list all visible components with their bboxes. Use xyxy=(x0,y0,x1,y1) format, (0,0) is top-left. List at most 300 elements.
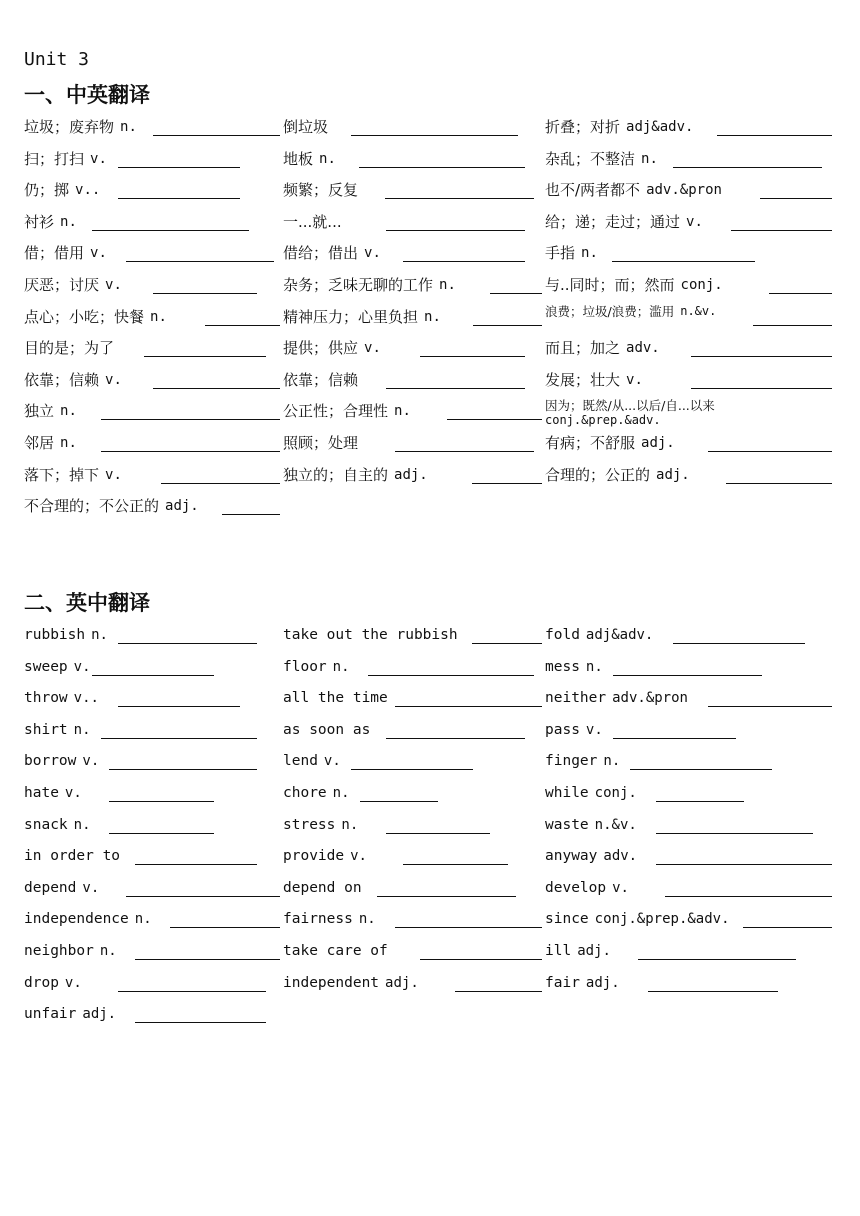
zh-en-row xyxy=(0,304,860,336)
section-heading-en-zh: 二、英中翻译 xyxy=(24,591,150,615)
en-zh-part-of-speech: v.. xyxy=(73,690,99,707)
en-zh-term: anyway xyxy=(545,848,598,865)
en-zh-entry xyxy=(283,906,543,934)
zh-en-answer-blank[interactable] xyxy=(447,419,542,420)
en-zh-part-of-speech: adv. xyxy=(603,848,638,865)
zh-en-answer-blank[interactable] xyxy=(153,293,257,294)
zh-en-part-of-speech: adj. xyxy=(656,466,690,483)
en-zh-term: sweep xyxy=(24,658,68,675)
en-zh-row xyxy=(0,970,860,1002)
en-zh-term: fairness xyxy=(283,911,353,928)
en-zh-part-of-speech: v. xyxy=(82,753,100,770)
en-zh-answer-blank[interactable] xyxy=(118,643,257,644)
zh-en-part-of-speech: adv. xyxy=(626,340,660,357)
en-zh-part-of-speech: n.&v. xyxy=(594,816,637,833)
zh-en-entry xyxy=(24,335,282,363)
zh-en-answer-blank[interactable] xyxy=(359,167,525,168)
en-zh-part-of-speech: n. xyxy=(585,658,603,675)
zh-en-part-of-speech: adj. xyxy=(641,434,675,451)
zh-en-entry xyxy=(24,430,282,458)
en-zh-part-of-speech: v. xyxy=(64,974,82,991)
en-zh-term: fair xyxy=(545,974,580,991)
en-zh-part-of-speech: n. xyxy=(341,816,359,833)
en-zh-term: neighbor xyxy=(24,942,94,959)
en-zh-entry xyxy=(545,970,835,998)
en-zh-entry xyxy=(24,938,282,966)
zh-en-part-of-speech: v. xyxy=(105,371,122,388)
zh-en-answer-blank[interactable] xyxy=(769,293,832,294)
en-zh-part-of-speech: n. xyxy=(603,753,621,770)
en-zh-part-of-speech: v. xyxy=(64,784,82,801)
en-zh-entry xyxy=(545,906,835,934)
en-zh-answer-blank[interactable] xyxy=(109,801,214,802)
zh-en-entry xyxy=(545,272,835,300)
en-zh-entry xyxy=(545,812,835,840)
en-zh-part-of-speech: n. xyxy=(134,911,152,928)
zh-en-answer-blank[interactable] xyxy=(708,451,832,452)
en-zh-answer-blank[interactable] xyxy=(613,675,762,676)
en-zh-term: take care of xyxy=(283,942,388,959)
en-zh-answer-blank[interactable] xyxy=(386,738,525,739)
zh-en-answer-blank[interactable] xyxy=(473,325,542,326)
en-zh-entry xyxy=(24,685,282,713)
zh-en-answer-blank[interactable] xyxy=(731,230,832,231)
zh-en-row xyxy=(0,177,860,209)
section-zh-en xyxy=(0,114,860,525)
zh-en-part-of-speech: v. xyxy=(105,466,122,483)
zh-en-part-of-speech: n. xyxy=(120,119,137,135)
zh-en-answer-blank[interactable] xyxy=(760,198,832,199)
zh-en-term: 发展；壮大 xyxy=(545,370,621,389)
en-zh-row xyxy=(0,717,860,749)
en-zh-part-of-speech: adv.&pron xyxy=(612,690,688,707)
zh-en-entry xyxy=(24,177,282,205)
en-zh-part-of-speech: n. xyxy=(358,911,376,928)
zh-en-term: 点心；小吃；快餐 xyxy=(24,307,145,326)
en-zh-row xyxy=(0,780,860,812)
en-zh-term: depend xyxy=(24,879,77,896)
en-zh-part-of-speech: v. xyxy=(585,721,603,738)
en-zh-part-of-speech: n. xyxy=(73,816,91,833)
en-zh-answer-blank[interactable] xyxy=(638,959,796,960)
zh-en-term: 独立 xyxy=(24,402,55,421)
zh-en-entry xyxy=(24,146,282,174)
en-zh-part-of-speech: adj. xyxy=(577,942,611,959)
en-zh-part-of-speech: v. xyxy=(612,879,629,896)
zh-en-answer-blank[interactable] xyxy=(153,135,280,136)
zh-en-entry xyxy=(24,240,282,268)
zh-en-answer-blank[interactable] xyxy=(612,261,755,262)
en-zh-entry xyxy=(24,812,282,840)
zh-en-term: 频繁；反复 xyxy=(283,181,359,200)
zh-en-row xyxy=(0,240,860,272)
zh-en-term: 杂乱；不整洁 xyxy=(545,149,636,168)
zh-en-row xyxy=(0,335,860,367)
en-zh-answer-blank[interactable] xyxy=(126,896,280,897)
zh-en-answer-blank[interactable] xyxy=(101,419,280,420)
zh-en-answer-blank[interactable] xyxy=(691,388,832,389)
zh-en-term: 与..同时；而；然而 xyxy=(545,275,675,294)
en-zh-entry xyxy=(283,780,543,808)
en-zh-answer-blank[interactable] xyxy=(170,927,280,928)
zh-en-answer-blank[interactable] xyxy=(386,230,525,231)
zh-en-term: 浪费；垃圾/浪费；滥用 xyxy=(545,303,675,319)
en-zh-answer-blank[interactable] xyxy=(109,769,257,770)
en-zh-entry xyxy=(545,843,835,871)
zh-en-entry xyxy=(283,240,543,268)
zh-en-part-of-speech: adj&adv. xyxy=(626,119,694,135)
en-zh-term: borrow xyxy=(24,753,77,770)
zh-en-term: 精神压力；心里负担 xyxy=(283,307,419,326)
zh-en-part-of-speech: v.. xyxy=(75,182,101,199)
zh-en-entry xyxy=(24,114,282,142)
en-zh-term: hate xyxy=(24,784,59,801)
zh-en-term: 一...就... xyxy=(283,212,342,231)
en-zh-answer-blank[interactable] xyxy=(368,675,534,676)
zh-en-answer-blank[interactable] xyxy=(420,356,525,357)
zh-en-part-of-speech: v. xyxy=(364,340,381,357)
zh-en-term: 垃圾；废弃物 xyxy=(24,118,115,136)
zh-en-entry xyxy=(24,493,282,521)
zh-en-row xyxy=(0,114,860,146)
en-zh-answer-blank[interactable] xyxy=(377,896,516,897)
en-zh-answer-blank[interactable] xyxy=(351,769,473,770)
en-zh-part-of-speech: v. xyxy=(323,753,341,770)
zh-en-term: 借；借用 xyxy=(24,244,85,263)
zh-en-answer-blank[interactable] xyxy=(385,198,534,199)
zh-en-term: 地板 xyxy=(283,149,314,168)
zh-en-part-of-speech: n. xyxy=(394,403,411,420)
zh-en-part-of-speech: n. xyxy=(641,150,658,167)
zh-en-entry xyxy=(283,304,543,332)
en-zh-term: floor xyxy=(283,658,327,675)
zh-en-entry xyxy=(283,398,543,426)
zh-en-part-of-speech: v. xyxy=(90,245,107,262)
zh-en-entry xyxy=(545,304,835,332)
en-zh-term: provide xyxy=(283,848,345,865)
zh-en-answer-blank[interactable] xyxy=(673,167,822,168)
en-zh-row xyxy=(0,812,860,844)
en-zh-entry xyxy=(283,717,543,745)
zh-en-answer-blank[interactable] xyxy=(101,451,280,452)
en-zh-part-of-speech: adj. xyxy=(585,974,620,991)
en-zh-entry xyxy=(283,938,543,966)
zh-en-entry xyxy=(545,398,835,426)
zh-en-answer-blank[interactable] xyxy=(351,135,518,136)
zh-en-row xyxy=(0,367,860,399)
en-zh-part-of-speech: conj.&prep.&adv. xyxy=(594,911,730,928)
zh-en-answer-blank[interactable] xyxy=(490,293,542,294)
zh-en-term: 提供；供应 xyxy=(283,339,359,358)
en-zh-part-of-speech: v. xyxy=(82,879,100,896)
en-zh-entry xyxy=(545,717,835,745)
en-zh-answer-blank[interactable] xyxy=(648,991,778,992)
zh-en-entry xyxy=(545,430,835,458)
en-zh-answer-blank[interactable] xyxy=(135,959,280,960)
en-zh-answer-blank[interactable] xyxy=(455,991,542,992)
en-zh-term: waste xyxy=(545,816,589,833)
section-en-zh xyxy=(0,622,860,1033)
en-zh-term: independence xyxy=(24,911,129,928)
en-zh-entry xyxy=(24,717,282,745)
zh-en-term: 手指 xyxy=(545,244,576,263)
en-zh-row xyxy=(0,1001,860,1033)
en-zh-answer-blank[interactable] xyxy=(420,959,542,960)
en-zh-entry xyxy=(24,748,282,776)
zh-en-term: 借给；借出 xyxy=(283,244,359,263)
en-zh-row xyxy=(0,906,860,938)
en-zh-term: as soon as xyxy=(283,721,371,738)
en-zh-entry xyxy=(24,843,282,871)
en-zh-term: chore xyxy=(283,784,327,801)
zh-en-term: 也不/两者都不 xyxy=(545,181,641,200)
zh-en-entry xyxy=(283,462,543,490)
en-zh-answer-blank[interactable] xyxy=(665,896,832,897)
en-zh-row xyxy=(0,748,860,780)
zh-en-answer-blank[interactable] xyxy=(691,356,832,357)
zh-en-part-of-speech: adv.&pron xyxy=(646,182,722,199)
zh-en-answer-blank[interactable] xyxy=(205,325,280,326)
en-zh-answer-blank[interactable] xyxy=(673,643,805,644)
en-zh-answer-blank[interactable] xyxy=(630,769,772,770)
zh-en-part-of-speech: n. xyxy=(60,434,77,451)
zh-en-answer-blank[interactable] xyxy=(472,483,542,484)
en-zh-term: rubbish xyxy=(24,627,86,643)
en-zh-term: lend xyxy=(283,753,318,770)
zh-en-term: 公正性；合理性 xyxy=(283,402,389,421)
zh-en-row xyxy=(0,398,860,430)
en-zh-part-of-speech: n. xyxy=(73,721,91,738)
en-zh-term: shirt xyxy=(24,721,68,738)
zh-en-row xyxy=(0,493,860,525)
zh-en-part-of-speech: n. xyxy=(439,276,456,293)
en-zh-entry xyxy=(24,622,282,650)
zh-en-part-of-speech: v. xyxy=(364,245,381,262)
en-zh-row xyxy=(0,843,860,875)
en-zh-answer-blank[interactable] xyxy=(135,1022,266,1023)
en-zh-entry xyxy=(545,938,835,966)
zh-en-entry xyxy=(545,146,835,174)
zh-en-term: 目的是；为了 xyxy=(24,339,115,358)
en-zh-answer-blank[interactable] xyxy=(135,864,257,865)
zh-en-term: 有病；不舒服 xyxy=(545,433,636,452)
en-zh-entry xyxy=(24,654,282,682)
zh-en-row xyxy=(0,430,860,462)
en-zh-entry xyxy=(545,622,835,650)
en-zh-part-of-speech: v. xyxy=(73,658,91,675)
en-zh-entry xyxy=(545,875,835,903)
zh-en-part-of-speech: n. xyxy=(581,245,598,262)
zh-en-entry xyxy=(545,240,835,268)
en-zh-term: neither xyxy=(545,690,607,707)
zh-en-entry xyxy=(24,304,282,332)
zh-en-answer-blank[interactable] xyxy=(126,261,274,262)
zh-en-entry xyxy=(545,177,835,205)
en-zh-term: take out the rubbish xyxy=(283,627,458,643)
en-zh-answer-blank[interactable] xyxy=(360,801,438,802)
zh-en-part-of-speech: v. xyxy=(686,213,703,230)
en-zh-answer-blank[interactable] xyxy=(118,991,266,992)
en-zh-entry xyxy=(545,654,835,682)
en-zh-term: stress xyxy=(283,816,336,833)
zh-en-entry xyxy=(283,430,543,458)
zh-en-answer-blank[interactable] xyxy=(118,198,240,199)
zh-en-part-of-speech: v. xyxy=(105,276,122,293)
en-zh-term: ill xyxy=(545,942,572,959)
en-zh-term: since xyxy=(545,911,589,928)
en-zh-term: develop xyxy=(545,879,607,896)
zh-en-term: 邻居 xyxy=(24,433,55,452)
zh-en-answer-blank[interactable] xyxy=(161,483,280,484)
en-zh-answer-blank[interactable] xyxy=(395,706,542,707)
zh-en-row xyxy=(0,209,860,241)
unit-title: Unit 3 xyxy=(24,49,90,70)
en-zh-answer-blank[interactable] xyxy=(395,927,542,928)
zh-en-row xyxy=(0,146,860,178)
en-zh-answer-blank[interactable] xyxy=(101,738,257,739)
zh-en-entry xyxy=(545,335,835,363)
zh-en-entry xyxy=(24,209,282,237)
en-zh-answer-blank[interactable] xyxy=(656,864,832,865)
zh-en-part-of-speech: n. xyxy=(150,308,167,325)
en-zh-part-of-speech: n. xyxy=(332,784,350,801)
en-zh-part-of-speech: conj. xyxy=(594,784,637,801)
zh-en-term: 不合理的；不公正的 xyxy=(24,497,160,516)
zh-en-term: 折叠；对折 xyxy=(545,118,621,136)
zh-en-answer-blank[interactable] xyxy=(153,388,280,389)
zh-en-answer-blank[interactable] xyxy=(144,356,266,357)
en-zh-entry xyxy=(283,654,543,682)
en-zh-answer-blank[interactable] xyxy=(386,833,490,834)
en-zh-answer-blank[interactable] xyxy=(656,801,744,802)
en-zh-entry xyxy=(283,622,543,650)
en-zh-entry xyxy=(283,843,543,871)
zh-en-entry xyxy=(24,367,282,395)
en-zh-answer-blank[interactable] xyxy=(472,643,542,644)
en-zh-row xyxy=(0,685,860,717)
zh-en-part-of-speech: v. xyxy=(626,371,643,388)
zh-en-term: 合理的；公正的 xyxy=(545,465,651,484)
zh-en-part-of-speech: conj. xyxy=(680,276,723,293)
en-zh-entry xyxy=(545,748,835,776)
zh-en-row xyxy=(0,272,860,304)
zh-en-term: 照顾；处理 xyxy=(283,433,359,452)
zh-en-part-of-speech: n.&v. xyxy=(680,303,717,318)
en-zh-entry xyxy=(283,748,543,776)
en-zh-answer-blank[interactable] xyxy=(109,833,214,834)
en-zh-answer-blank[interactable] xyxy=(708,706,832,707)
zh-en-entry xyxy=(283,177,543,205)
en-zh-part-of-speech: adj&adv. xyxy=(585,627,654,643)
zh-en-part-of-speech: conj.&prep.&adv. xyxy=(545,413,661,428)
zh-en-entry xyxy=(24,462,282,490)
en-zh-part-of-speech: v. xyxy=(350,848,367,865)
en-zh-entry xyxy=(24,780,282,808)
zh-en-entry xyxy=(283,209,543,237)
zh-en-term: 给；递；走过；通过 xyxy=(545,212,681,231)
zh-en-answer-blank[interactable] xyxy=(118,167,240,168)
en-zh-entry xyxy=(24,875,282,903)
section-heading-zh-en: 一、中英翻译 xyxy=(24,83,150,107)
en-zh-answer-blank[interactable] xyxy=(118,706,240,707)
en-zh-entry xyxy=(283,970,543,998)
en-zh-entry xyxy=(24,906,282,934)
en-zh-entry xyxy=(283,875,543,903)
zh-en-answer-blank[interactable] xyxy=(726,483,832,484)
en-zh-term: depend on xyxy=(283,879,362,896)
en-zh-entry xyxy=(283,812,543,840)
en-zh-term: mess xyxy=(545,658,580,675)
zh-en-answer-blank[interactable] xyxy=(753,325,832,326)
en-zh-term: snack xyxy=(24,816,68,833)
zh-en-entry xyxy=(545,209,835,237)
en-zh-entry xyxy=(24,970,282,998)
en-zh-answer-blank[interactable] xyxy=(403,864,508,865)
en-zh-answer-blank[interactable] xyxy=(743,927,832,928)
zh-en-term: 因为；既然/从...以后/自...以来 xyxy=(545,398,715,414)
zh-en-answer-blank[interactable] xyxy=(386,388,525,389)
en-zh-answer-blank[interactable] xyxy=(656,833,813,834)
en-zh-row xyxy=(0,622,860,654)
zh-en-entry xyxy=(283,146,543,174)
zh-en-answer-blank[interactable] xyxy=(403,261,525,262)
zh-en-entry xyxy=(283,367,543,395)
en-zh-term: fold xyxy=(545,627,580,643)
zh-en-answer-blank[interactable] xyxy=(222,514,280,515)
zh-en-term: 衬衫 xyxy=(24,212,55,231)
zh-en-entry xyxy=(545,114,835,142)
zh-en-part-of-speech: adj. xyxy=(165,498,199,515)
zh-en-term: 依靠；信赖 xyxy=(24,370,100,389)
en-zh-part-of-speech: n. xyxy=(91,627,108,643)
zh-en-entry xyxy=(545,462,835,490)
en-zh-answer-blank[interactable] xyxy=(613,738,736,739)
zh-en-entry xyxy=(24,272,282,300)
en-zh-entry xyxy=(545,780,835,808)
en-zh-term: drop xyxy=(24,974,59,991)
zh-en-part-of-speech: n. xyxy=(424,308,441,325)
en-zh-term: all the time xyxy=(283,690,388,707)
zh-en-term: 落下；掉下 xyxy=(24,465,100,484)
zh-en-answer-blank[interactable] xyxy=(92,230,249,231)
zh-en-part-of-speech: n. xyxy=(60,213,77,230)
zh-en-entry xyxy=(283,272,543,300)
zh-en-entry xyxy=(24,398,282,426)
en-zh-term: throw xyxy=(24,690,68,707)
en-zh-part-of-speech: n. xyxy=(99,942,117,959)
zh-en-answer-blank[interactable] xyxy=(395,451,534,452)
zh-en-term: 厌恶；讨厌 xyxy=(24,275,100,294)
en-zh-part-of-speech: adj. xyxy=(385,974,419,991)
zh-en-row xyxy=(0,462,860,494)
zh-en-term: 依靠；信赖 xyxy=(283,370,359,389)
en-zh-answer-blank[interactable] xyxy=(92,675,214,676)
en-zh-entry xyxy=(283,685,543,713)
en-zh-term: pass xyxy=(545,721,580,738)
en-zh-term: in order to xyxy=(24,848,121,865)
zh-en-term: 扫；打扫 xyxy=(24,149,85,168)
en-zh-part-of-speech: adj. xyxy=(82,1006,117,1023)
zh-en-entry xyxy=(283,335,543,363)
zh-en-term: 而且；加之 xyxy=(545,339,621,358)
en-zh-term: unfair xyxy=(24,1006,77,1023)
zh-en-term: 倒垃圾 xyxy=(283,118,329,136)
zh-en-part-of-speech: adj. xyxy=(394,466,428,483)
zh-en-part-of-speech: n. xyxy=(319,150,336,167)
zh-en-term: 仍；掷 xyxy=(24,181,70,200)
en-zh-term: while xyxy=(545,784,589,801)
zh-en-answer-blank[interactable] xyxy=(717,135,832,136)
